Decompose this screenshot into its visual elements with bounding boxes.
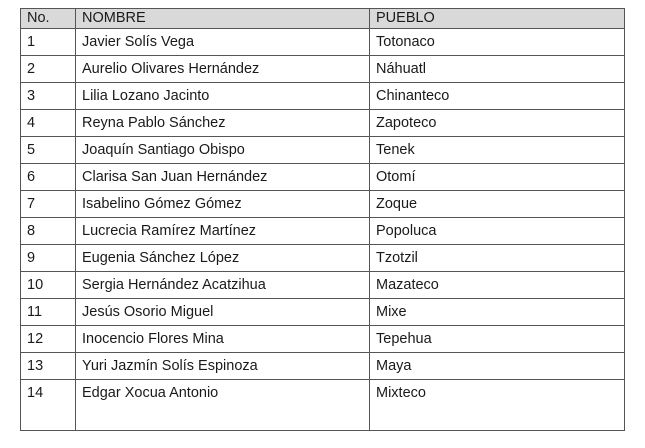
- header-row: [21, 9, 625, 29]
- cell-no: 1: [21, 29, 76, 56]
- cell-pueblo: Tepehua: [370, 326, 625, 353]
- column-header-pueblo: PUEBLO: [370, 9, 625, 29]
- cell-pueblo: Mixteco: [370, 380, 625, 431]
- cell-nombre: Aurelio Olivares Hernández: [76, 56, 370, 83]
- table-row: [21, 245, 625, 272]
- cell-no: 5: [21, 137, 76, 164]
- table-row: [21, 110, 625, 137]
- column-header-nombre: NOMBRE: [76, 9, 370, 29]
- cell-nombre: Lilia Lozano Jacinto: [76, 83, 370, 110]
- table-row: [21, 56, 625, 83]
- cell-no: 3: [21, 83, 76, 110]
- table-row: [21, 299, 625, 326]
- cell-nombre: Isabelino Gómez Gómez: [76, 191, 370, 218]
- cell-pueblo: Mazateco: [370, 272, 625, 299]
- cell-nombre: Joaquín Santiago Obispo: [76, 137, 370, 164]
- cell-pueblo: Zapoteco: [370, 110, 625, 137]
- cell-pueblo: Tzotzil: [370, 245, 625, 272]
- cell-nombre: Edgar Xocua Antonio: [76, 380, 370, 431]
- table-row: [21, 272, 625, 299]
- table-row: [21, 29, 625, 56]
- cell-pueblo: Zoque: [370, 191, 625, 218]
- cell-nombre: Clarisa San Juan Hernández: [76, 164, 370, 191]
- cell-no: 13: [21, 353, 76, 380]
- table-row: [21, 191, 625, 218]
- table-row: [21, 326, 625, 353]
- cell-pueblo: Maya: [370, 353, 625, 380]
- cell-no: 4: [21, 110, 76, 137]
- cell-no: 7: [21, 191, 76, 218]
- cell-nombre: Inocencio Flores Mina: [76, 326, 370, 353]
- cell-no: 2: [21, 56, 76, 83]
- cell-pueblo: Tenek: [370, 137, 625, 164]
- cell-nombre: Eugenia Sánchez López: [76, 245, 370, 272]
- cell-no: 12: [21, 326, 76, 353]
- cell-pueblo: Náhuatl: [370, 56, 625, 83]
- cell-nombre: Yuri Jazmín Solís Espinoza: [76, 353, 370, 380]
- cell-nombre: Reyna Pablo Sánchez: [76, 110, 370, 137]
- table-row: [21, 83, 625, 110]
- column-header-no: No.: [21, 9, 76, 29]
- cell-no: 11: [21, 299, 76, 326]
- participants-table: [20, 8, 625, 431]
- cell-nombre: Javier Solís Vega: [76, 29, 370, 56]
- table-row: [21, 353, 625, 380]
- cell-nombre: Lucrecia Ramírez Martínez: [76, 218, 370, 245]
- cell-pueblo: Totonaco: [370, 29, 625, 56]
- cell-no: 9: [21, 245, 76, 272]
- table-row: [21, 380, 625, 431]
- cell-nombre: Sergia Hernández Acatzihua: [76, 272, 370, 299]
- cell-pueblo: Chinanteco: [370, 83, 625, 110]
- cell-no: 6: [21, 164, 76, 191]
- cell-pueblo: Otomí: [370, 164, 625, 191]
- table-row: [21, 218, 625, 245]
- cell-pueblo: Mixe: [370, 299, 625, 326]
- table-row: [21, 137, 625, 164]
- table-row: [21, 164, 625, 191]
- cell-nombre: Jesús Osorio Miguel: [76, 299, 370, 326]
- cell-no: 10: [21, 272, 76, 299]
- cell-no: 14: [21, 380, 76, 431]
- cell-no: 8: [21, 218, 76, 245]
- cell-pueblo: Popoluca: [370, 218, 625, 245]
